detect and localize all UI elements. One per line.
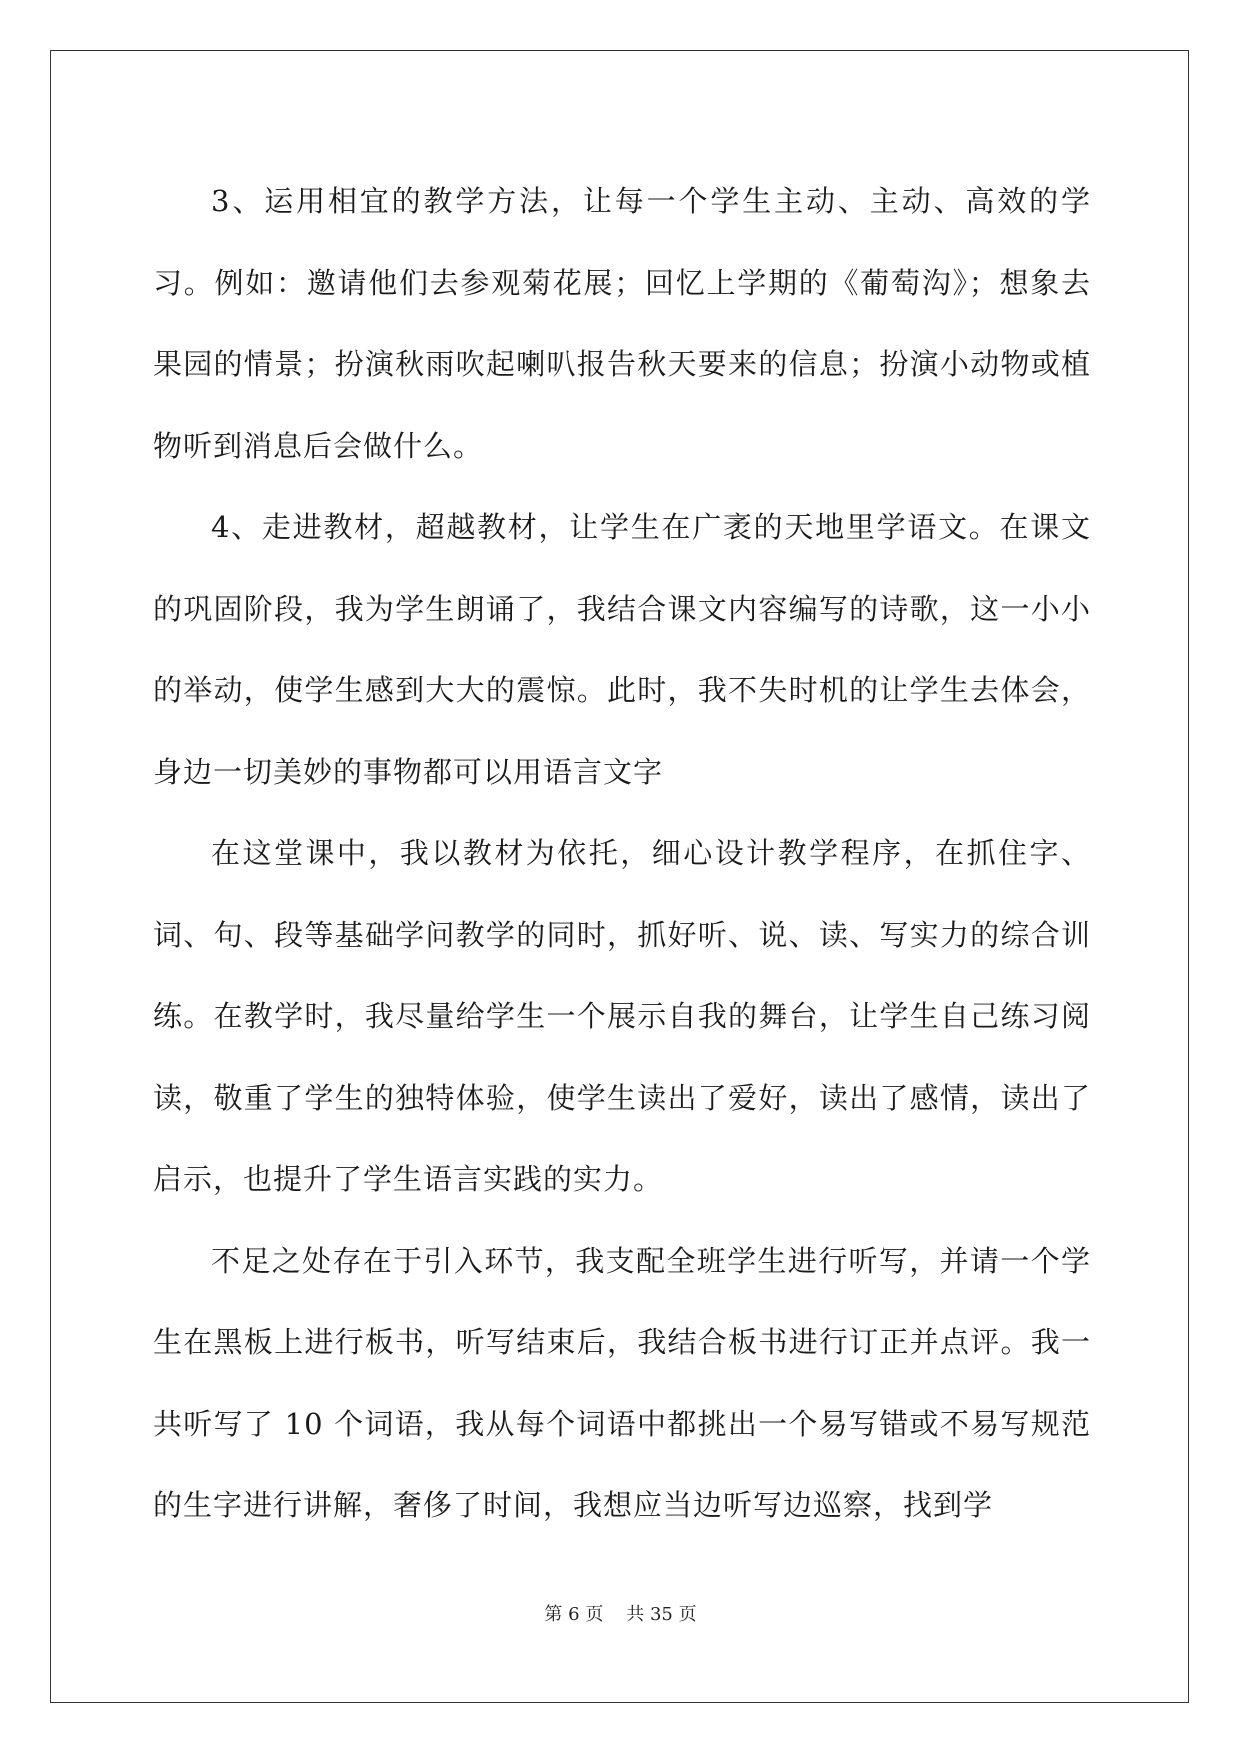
page-number: 第 6 页 xyxy=(544,1604,604,1625)
paragraph-4: 不足之处存在于引入环节，我支配全班学生进行听写，并请一个学生在黑板上进行板书，听写结束后，我结合板书进行订正并点评。我一共听写了 10 个词语，我从每个词语中都挑出一个易写错或不易写规范的生字进行讲解，奢侈了时间，我想应当边听写边巡察，找到学 xyxy=(153,1243,1091,1522)
page-footer xyxy=(0,1600,1241,1626)
paragraph-1: 3、运用相宜的教学方法，让每一个学生主动、主动、高效的学习。例如：邀请他们去参观菊花展；回忆上学期的《葡萄沟》；想象去果园的情景；扮演秋雨吹起喇叭报告秋天要来的信息；扮演小动物或植物听到消息后会做什么。 xyxy=(153,184,1091,463)
paragraph-2: 4、走进教材，超越教材，让学生在广袤的天地里学语文。在课文的巩固阶段，我为学生朗诵了，我结合课文内容编写的诗歌，这一小小的举动，使学生感到大大的震惊。此时，我不失时机的让学生去体会，身边一切美妙的事物都可以用语言文字 xyxy=(153,510,1091,789)
document-body xyxy=(153,161,1091,1547)
paragraph-3: 在这堂课中，我以教材为依托，细心设计教学程序，在抓住字、词、句、段等基础学问教学的同时，抓好听、说、读、写实力的综合训练。在教学时，我尽量给学生一个展示自我的舞台，让学生自己练习阅读，敬重了学生的独特体验，使学生读出了爱好，读出了感情，读出了启示，也提升了学生语言实践的实力。 xyxy=(153,836,1091,1196)
total-pages: 共 35 页 xyxy=(626,1604,697,1625)
